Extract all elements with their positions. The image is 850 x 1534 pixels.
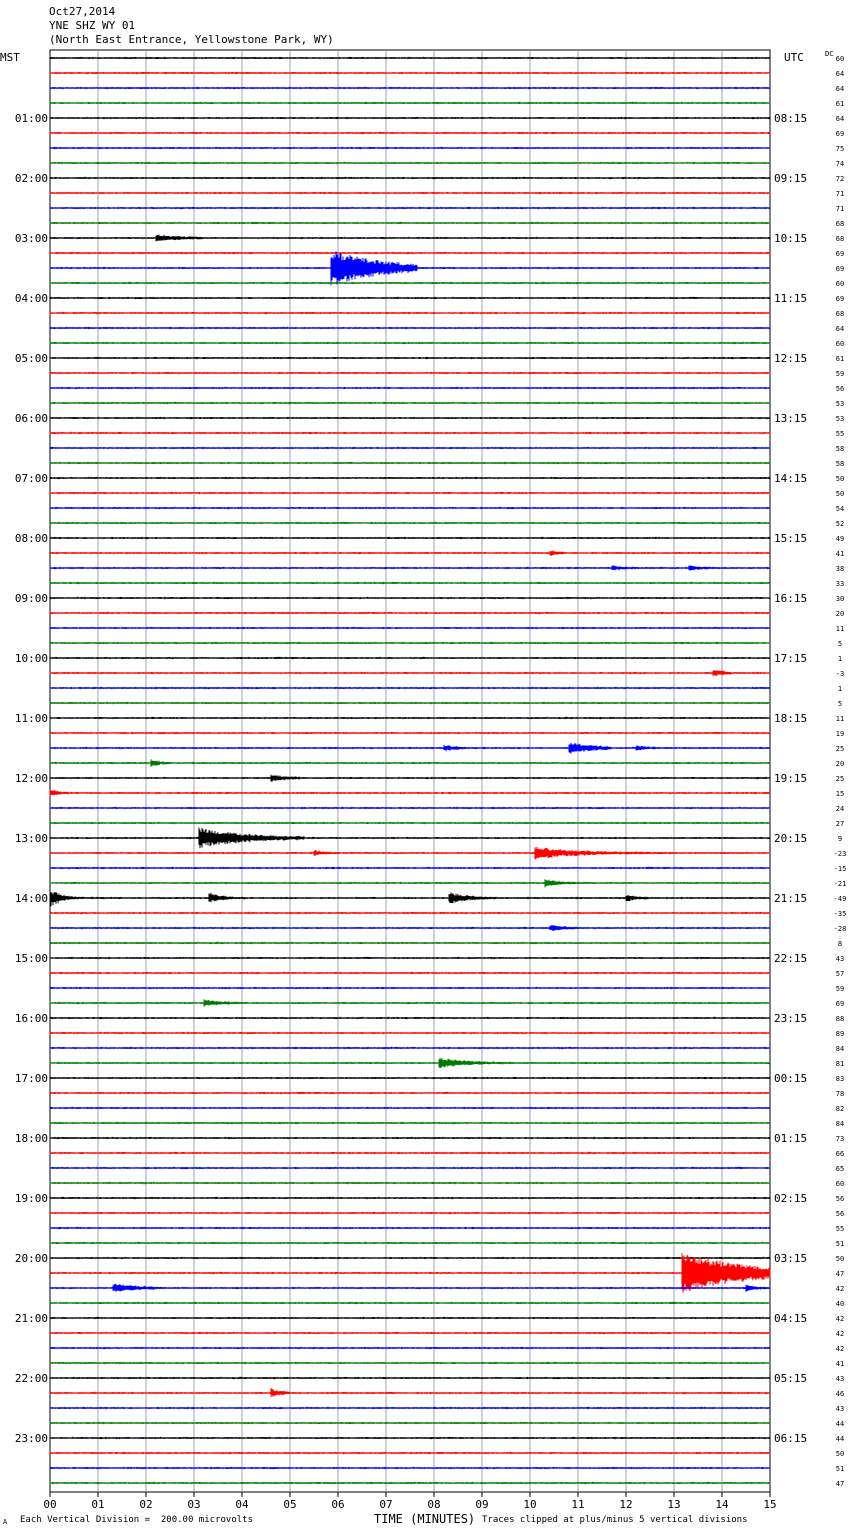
- mst-hour-label: 21:00: [14, 1312, 48, 1325]
- x-tick-label: 05: [283, 1498, 297, 1511]
- utc-hour-label: 15:15: [774, 532, 808, 545]
- dc-offset-label: -3: [835, 670, 845, 678]
- station-code: YNE SHZ WY 01: [49, 19, 136, 32]
- mst-hour-label: 01:00: [14, 112, 48, 125]
- utc-hour-label: 00:15: [774, 1072, 808, 1085]
- mst-hour-label: 10:00: [14, 652, 48, 665]
- axis-labels: [0, 50, 846, 1511]
- utc-hour-label: 04:15: [774, 1312, 808, 1325]
- mst-hour-label: 08:00: [14, 532, 48, 545]
- dc-offset-label: 71: [835, 205, 845, 213]
- dc-offset-label: 53: [835, 400, 845, 408]
- dc-offset-label: 50: [835, 1450, 845, 1458]
- mst-hour-label: 11:00: [14, 712, 48, 725]
- x-tick-label: 09: [475, 1498, 489, 1511]
- dc-offset-label: 55: [835, 430, 845, 438]
- dc-offset-label: 58: [835, 445, 845, 453]
- dc-offset-label: 54: [835, 505, 845, 513]
- dc-offset-label: 60: [835, 55, 845, 63]
- dc-offset-label: 50: [835, 490, 845, 498]
- dc-offset-label: 74: [835, 160, 845, 168]
- dc-offset-label: 75: [835, 145, 845, 153]
- left-timezone-label: MST: [0, 51, 20, 64]
- utc-hour-label: 12:15: [774, 352, 808, 365]
- dc-offset-label: 20: [835, 760, 845, 768]
- seismic-traces: [50, 57, 770, 1484]
- utc-hour-label: 02:15: [774, 1192, 808, 1205]
- dc-offset-label: 44: [835, 1435, 845, 1443]
- dc-offset-label: 41: [835, 550, 845, 558]
- dc-offset-label: 33: [835, 580, 845, 588]
- utc-hour-label: 13:15: [774, 412, 808, 425]
- mst-hour-label: 22:00: [14, 1372, 48, 1385]
- mst-hour-label: 03:00: [14, 232, 48, 245]
- utc-hour-label: 17:15: [774, 652, 808, 665]
- dc-offset-label: 60: [835, 1180, 845, 1188]
- dc-offset-label: 47: [835, 1270, 845, 1278]
- dc-offset-label: -21: [833, 880, 847, 888]
- x-tick-label: 14: [715, 1498, 729, 1511]
- dc-offset-label: 64: [835, 70, 845, 78]
- dc-offset-label: 43: [835, 955, 845, 963]
- clip-note: Traces clipped at plus/minus 5 vertical divisions: [482, 1515, 748, 1525]
- mst-hour-label: 17:00: [14, 1072, 48, 1085]
- mst-hour-label: 20:00: [14, 1252, 48, 1265]
- mst-hour-label: 07:00: [14, 472, 48, 485]
- utc-hour-label: 23:15: [774, 1012, 808, 1025]
- dc-offset-label: 84: [835, 1120, 845, 1128]
- x-tick-label: 12: [619, 1498, 633, 1511]
- utc-hour-label: 09:15: [774, 172, 808, 185]
- mst-hour-label: 12:00: [14, 772, 48, 785]
- dc-offset-label: 88: [835, 1015, 845, 1023]
- dc-offset-label: 20: [835, 610, 845, 618]
- right-timezone-label: UTC: [784, 51, 804, 64]
- utc-hour-label: 06:15: [774, 1432, 808, 1445]
- utc-hour-label: 16:15: [774, 592, 808, 605]
- dc-offset-label: 78: [835, 1090, 845, 1098]
- dc-offset-label: 15: [835, 790, 845, 798]
- dc-offset-label: 56: [835, 1210, 845, 1218]
- x-tick-label: 07: [379, 1498, 393, 1511]
- dc-offset-label: 59: [835, 370, 845, 378]
- utc-hour-label: 18:15: [774, 712, 808, 725]
- utc-hour-label: 08:15: [774, 112, 808, 125]
- dc-offset-label: 68: [835, 310, 845, 318]
- dc-offset-label: -15: [833, 865, 847, 873]
- dc-offset-label: 65: [835, 1165, 845, 1173]
- dc-offset-label: 8: [837, 940, 843, 948]
- dc-offset-label: 69: [835, 250, 845, 258]
- dc-offset-label: 5: [837, 700, 843, 708]
- corner-mark: A: [3, 1518, 8, 1526]
- mst-hour-label: 13:00: [14, 832, 48, 845]
- mst-hour-label: 19:00: [14, 1192, 48, 1205]
- dc-offset-label: 25: [835, 775, 845, 783]
- utc-hour-label: 19:15: [774, 772, 808, 785]
- dc-offset-label: 42: [835, 1285, 845, 1293]
- dc-offset-label: 64: [835, 85, 845, 93]
- x-tick-label: 00: [43, 1498, 57, 1511]
- dc-offset-label: 55: [835, 1225, 845, 1233]
- dc-offset-label: 24: [835, 805, 845, 813]
- utc-hour-label: 03:15: [774, 1252, 808, 1265]
- dc-offset-label: 59: [835, 985, 845, 993]
- dc-offset-label: 56: [835, 385, 845, 393]
- x-tick-label: 10: [523, 1498, 537, 1511]
- utc-hour-label: 22:15: [774, 952, 808, 965]
- dc-offset-label: 9: [837, 835, 843, 843]
- division-note: Each Vertical Division = 200.00 microvolts: [20, 1515, 253, 1525]
- dc-offset-label: -49: [833, 895, 847, 903]
- dc-offset-label: 46: [835, 1390, 845, 1398]
- dc-offset-label: 50: [835, 475, 845, 483]
- dc-offset-label: 60: [835, 280, 845, 288]
- dc-offset-label: 11: [835, 625, 845, 633]
- dc-header-label: DC: [825, 50, 834, 58]
- dc-offset-label: 69: [835, 130, 845, 138]
- dc-offset-label: 38: [835, 565, 845, 573]
- station-location: (North East Entrance, Yellowstone Park, WY): [49, 33, 334, 46]
- dc-offset-label: 83: [835, 1075, 845, 1083]
- dc-offset-label: 61: [835, 100, 845, 108]
- dc-offset-label: 50: [835, 1255, 845, 1263]
- utc-hour-label: 10:15: [774, 232, 808, 245]
- mst-hour-label: 14:00: [14, 892, 48, 905]
- dc-offset-label: 89: [835, 1030, 845, 1038]
- dc-offset-label: 73: [835, 1135, 845, 1143]
- x-tick-label: 15: [763, 1498, 777, 1511]
- x-tick-label: 13: [667, 1498, 681, 1511]
- dc-offset-label: 60: [835, 340, 845, 348]
- mst-hour-label: 09:00: [14, 592, 48, 605]
- dc-offset-label: 25: [835, 745, 845, 753]
- x-tick-label: 01: [91, 1498, 105, 1511]
- dc-offset-label: 58: [835, 460, 845, 468]
- dc-offset-label: 68: [835, 235, 845, 243]
- dc-offset-label: -28: [833, 925, 847, 933]
- mst-hour-label: 06:00: [14, 412, 48, 425]
- dc-offset-label: 61: [835, 355, 845, 363]
- dc-offset-label: 69: [835, 1000, 845, 1008]
- dc-offset-label: 56: [835, 1195, 845, 1203]
- dc-offset-label: -23: [833, 850, 847, 858]
- utc-hour-label: 05:15: [774, 1372, 808, 1385]
- dc-offset-label: 47: [835, 1480, 845, 1488]
- dc-offset-label: 30: [835, 595, 845, 603]
- dc-offset-label: 66: [835, 1150, 845, 1158]
- dc-offset-label: 84: [835, 1045, 845, 1053]
- mst-hour-label: 05:00: [14, 352, 48, 365]
- dc-offset-label: 71: [835, 190, 845, 198]
- dc-offset-label: 69: [835, 265, 845, 273]
- dc-offset-label: 5: [837, 640, 843, 648]
- utc-hour-label: 20:15: [774, 832, 808, 845]
- utc-hour-label: 11:15: [774, 292, 808, 305]
- dc-offset-label: 11: [835, 715, 845, 723]
- dc-offset-label: 1: [837, 685, 843, 693]
- dc-offset-label: 68: [835, 220, 845, 228]
- dc-offset-label: 53: [835, 415, 845, 423]
- mst-hour-label: 02:00: [14, 172, 48, 185]
- dc-offset-label: 51: [835, 1240, 845, 1248]
- dc-offset-label: 52: [835, 520, 845, 528]
- x-tick-label: 11: [571, 1498, 585, 1511]
- dc-offset-label: 42: [835, 1330, 845, 1338]
- dc-offset-label: 49: [835, 535, 845, 543]
- dc-offset-label: 72: [835, 175, 845, 183]
- dc-offset-label: 64: [835, 325, 845, 333]
- dc-offset-label: 81: [835, 1060, 845, 1068]
- dc-offset-label: 69: [835, 295, 845, 303]
- x-tick-label: 03: [187, 1498, 201, 1511]
- mst-hour-label: 16:00: [14, 1012, 48, 1025]
- dc-offset-label: 51: [835, 1465, 845, 1473]
- dc-offset-label: 44: [835, 1420, 845, 1428]
- dc-offset-label: 43: [835, 1375, 845, 1383]
- dc-offset-label: 64: [835, 115, 845, 123]
- dc-offset-label: -35: [833, 910, 847, 918]
- mst-hour-label: 23:00: [14, 1432, 48, 1445]
- dc-offset-label: 41: [835, 1360, 845, 1368]
- mst-hour-label: 18:00: [14, 1132, 48, 1145]
- dc-offset-label: 19: [835, 730, 845, 738]
- mst-hour-label: 15:00: [14, 952, 48, 965]
- x-tick-label: 02: [139, 1498, 153, 1511]
- dc-offset-label: 43: [835, 1405, 845, 1413]
- dc-offset-label: 40: [835, 1300, 845, 1308]
- dc-offset-label: 1: [837, 655, 843, 663]
- mst-hour-label: 04:00: [14, 292, 48, 305]
- dc-offset-label: 82: [835, 1105, 845, 1113]
- x-axis-title: TIME (MINUTES): [374, 1512, 476, 1526]
- dc-offset-label: 42: [835, 1315, 845, 1323]
- dc-offset-label: 27: [835, 820, 845, 828]
- utc-hour-label: 14:15: [774, 472, 808, 485]
- x-tick-label: 04: [235, 1498, 249, 1511]
- dc-offset-label: 42: [835, 1345, 845, 1353]
- utc-hour-label: 21:15: [774, 892, 808, 905]
- utc-hour-label: 01:15: [774, 1132, 808, 1145]
- plot-date: Oct27,2014: [49, 5, 116, 18]
- dc-offset-label: 57: [835, 970, 845, 978]
- x-tick-label: 06: [331, 1498, 345, 1511]
- x-tick-label: 08: [427, 1498, 441, 1511]
